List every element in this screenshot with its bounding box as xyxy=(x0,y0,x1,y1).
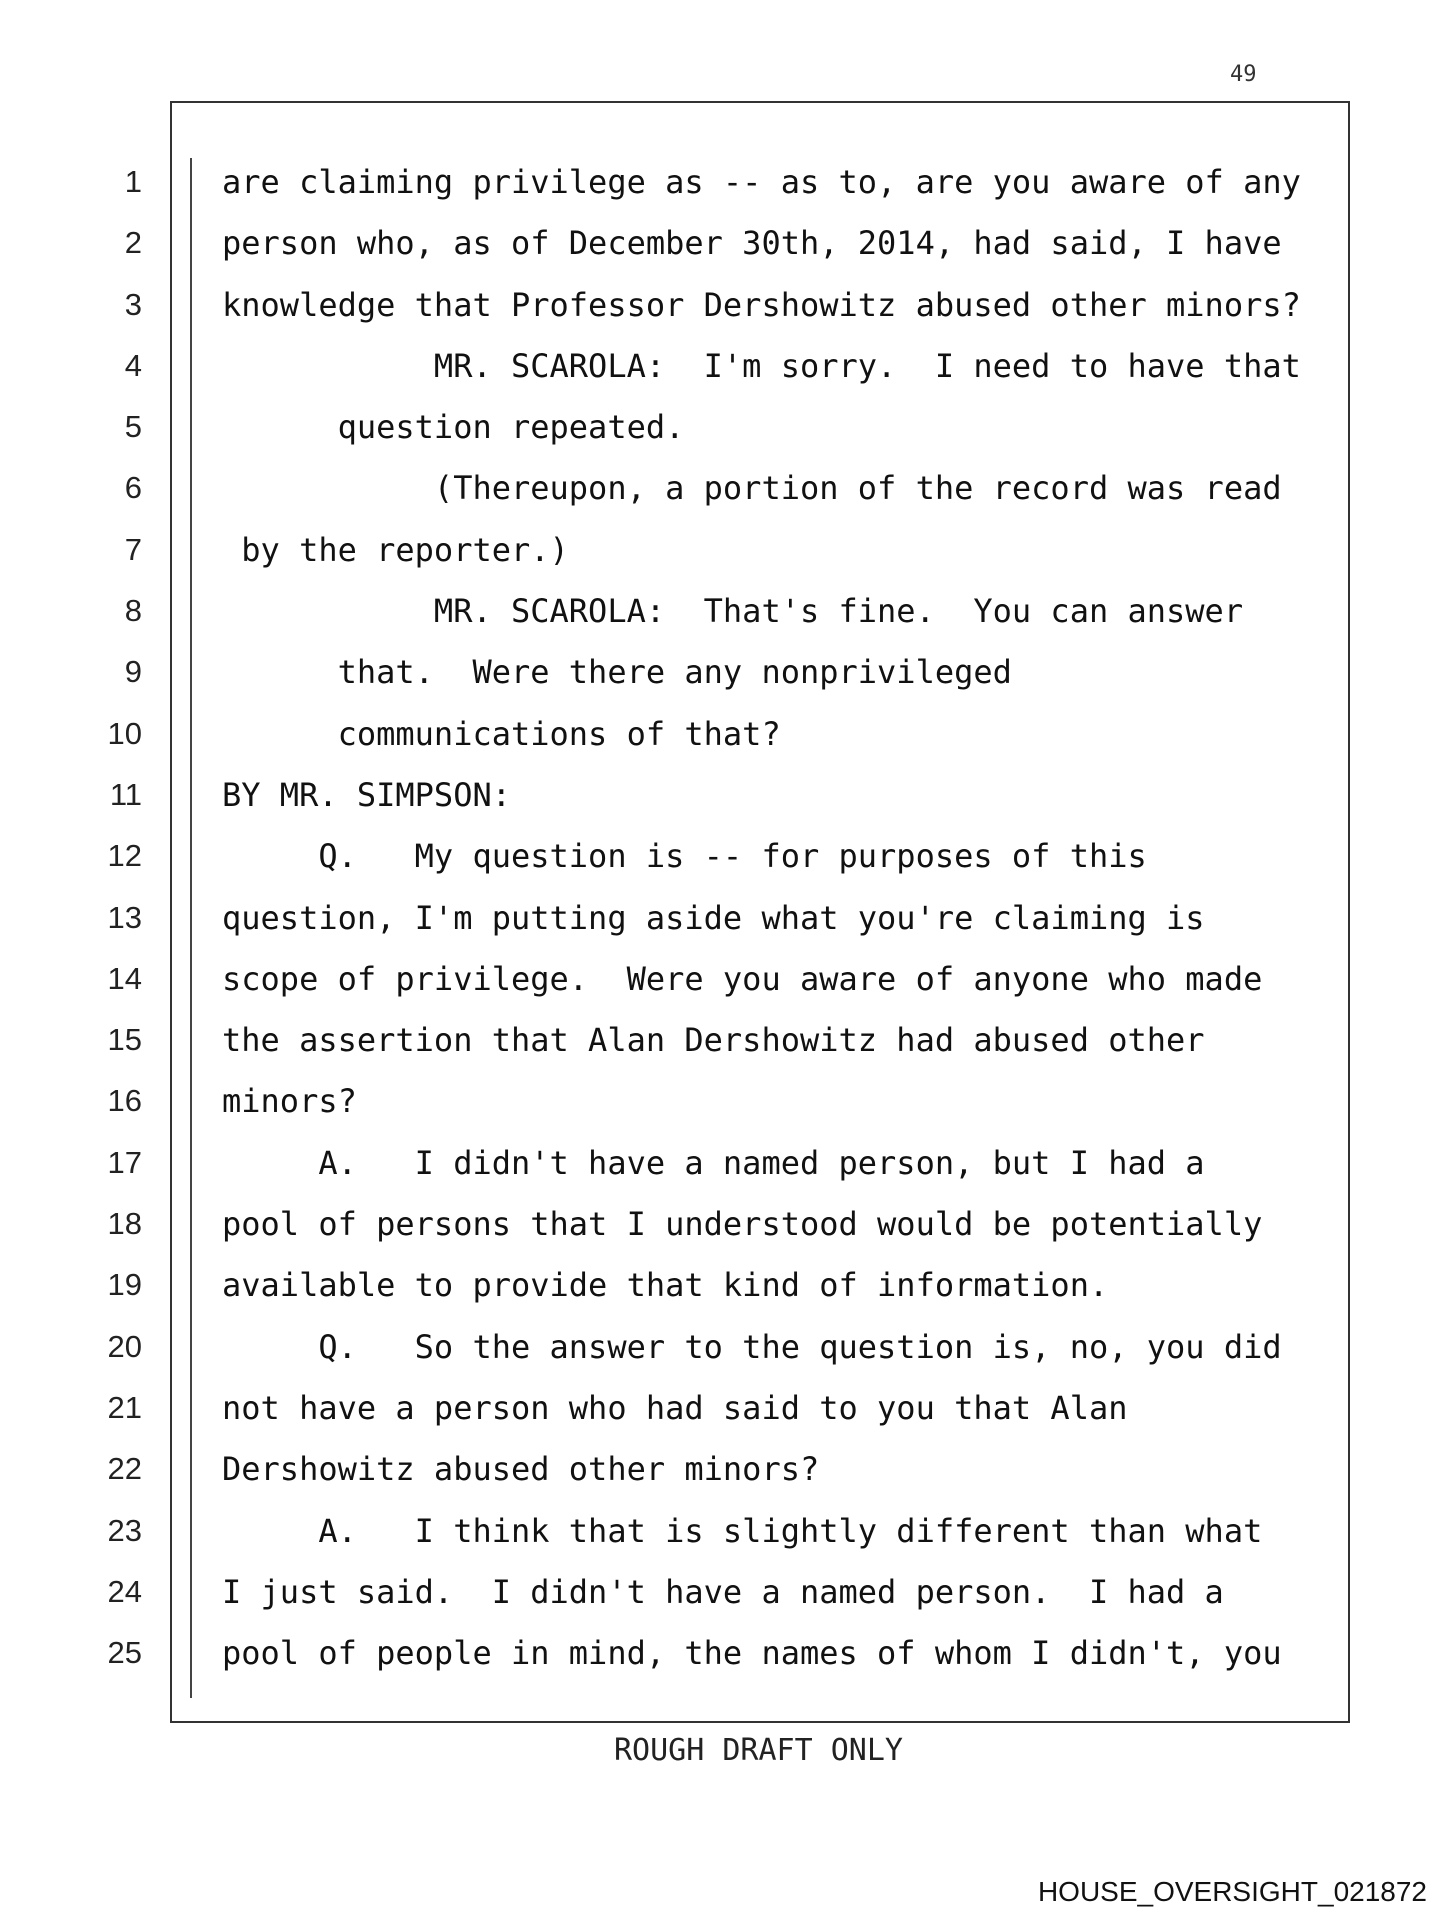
page-number: 49 xyxy=(1230,62,1257,87)
transcript-line: BY MR. SIMPSON: xyxy=(222,775,511,814)
transcript-line: knowledge that Professor Dershowitz abused other minors? xyxy=(222,285,1301,324)
line-number: 1 xyxy=(124,164,142,199)
draft-notice: ROUGH DRAFT ONLY xyxy=(614,1733,903,1768)
transcript-line: A. I think that is slightly different than what xyxy=(222,1511,1263,1550)
bates-number: HOUSE_OVERSIGHT_021872 xyxy=(1037,1876,1427,1907)
line-number: 15 xyxy=(107,1022,142,1058)
line-number-column xyxy=(80,160,142,1692)
transcript-line: (Thereupon, a portion of the record was read xyxy=(222,469,1282,508)
transcript-line: Dershowitz abused other minors? xyxy=(222,1450,820,1489)
line-number: 5 xyxy=(124,409,142,445)
transcript-line: minors? xyxy=(222,1082,357,1121)
line-number: 6 xyxy=(124,470,142,506)
line-number: 11 xyxy=(109,776,142,812)
line-number: 20 xyxy=(107,1328,142,1364)
transcript-line: MR. SCAROLA: I'm sorry. I need to have that xyxy=(222,346,1301,385)
transcript-line: question repeated. xyxy=(222,408,685,447)
line-number: 4 xyxy=(124,347,142,383)
transcript-line: Q. So the answer to the question is, no, you did xyxy=(222,1327,1282,1366)
transcript-line: question, I'm putting aside what you're claiming is xyxy=(222,898,1205,937)
transcript-line: that. Were there any nonprivileged xyxy=(222,653,1012,692)
line-number: 13 xyxy=(107,899,142,935)
transcript-line: communications of that? xyxy=(222,714,781,753)
line-number: 12 xyxy=(107,838,142,874)
transcript-line: MR. SCAROLA: That's fine. You can answer xyxy=(222,592,1244,631)
transcript-line: I just said. I didn't have a named person. I had a xyxy=(222,1572,1224,1611)
line-number: 19 xyxy=(107,1267,142,1303)
line-number: 3 xyxy=(124,286,142,322)
line-number: 2 xyxy=(124,225,142,261)
line-number: 14 xyxy=(107,960,142,996)
transcript-line: are claiming privilege as -- as to, are you aware of any xyxy=(222,163,1301,201)
transcript-line: person who, as of December 30th, 2014, had said, I have xyxy=(222,224,1282,263)
line-number-divider xyxy=(190,158,192,1698)
line-number: 23 xyxy=(107,1512,142,1548)
transcript-text xyxy=(222,160,1337,1692)
transcript-line: pool of persons that I understood would be potentially xyxy=(222,1205,1263,1244)
line-number: 7 xyxy=(124,531,142,567)
transcript-line: by the reporter.) xyxy=(222,530,569,569)
line-number: 17 xyxy=(107,1144,142,1180)
transcript-line: not have a person who had said to you that Alan xyxy=(222,1388,1128,1427)
line-number: 25 xyxy=(107,1635,142,1671)
line-number: 10 xyxy=(107,715,142,751)
transcript-line: A. I didn't have a named person, but I had a xyxy=(222,1143,1205,1182)
transcript-line: the assertion that Alan Dershowitz had abused other xyxy=(222,1021,1205,1060)
transcript-line: available to provide that kind of information. xyxy=(222,1266,1109,1305)
transcript-line: pool of people in mind, the names of whom I didn't, you xyxy=(222,1634,1282,1673)
transcript-line: scope of privilege. Were you aware of anyone who made xyxy=(222,959,1263,998)
line-number: 22 xyxy=(107,1451,142,1487)
line-number: 21 xyxy=(107,1389,142,1425)
line-number: 9 xyxy=(124,654,142,690)
line-number: 8 xyxy=(124,593,142,629)
line-number: 18 xyxy=(107,1206,142,1242)
line-number: 24 xyxy=(107,1573,142,1609)
line-number: 16 xyxy=(107,1083,142,1119)
transcript-line: Q. My question is -- for purposes of this xyxy=(222,837,1147,876)
